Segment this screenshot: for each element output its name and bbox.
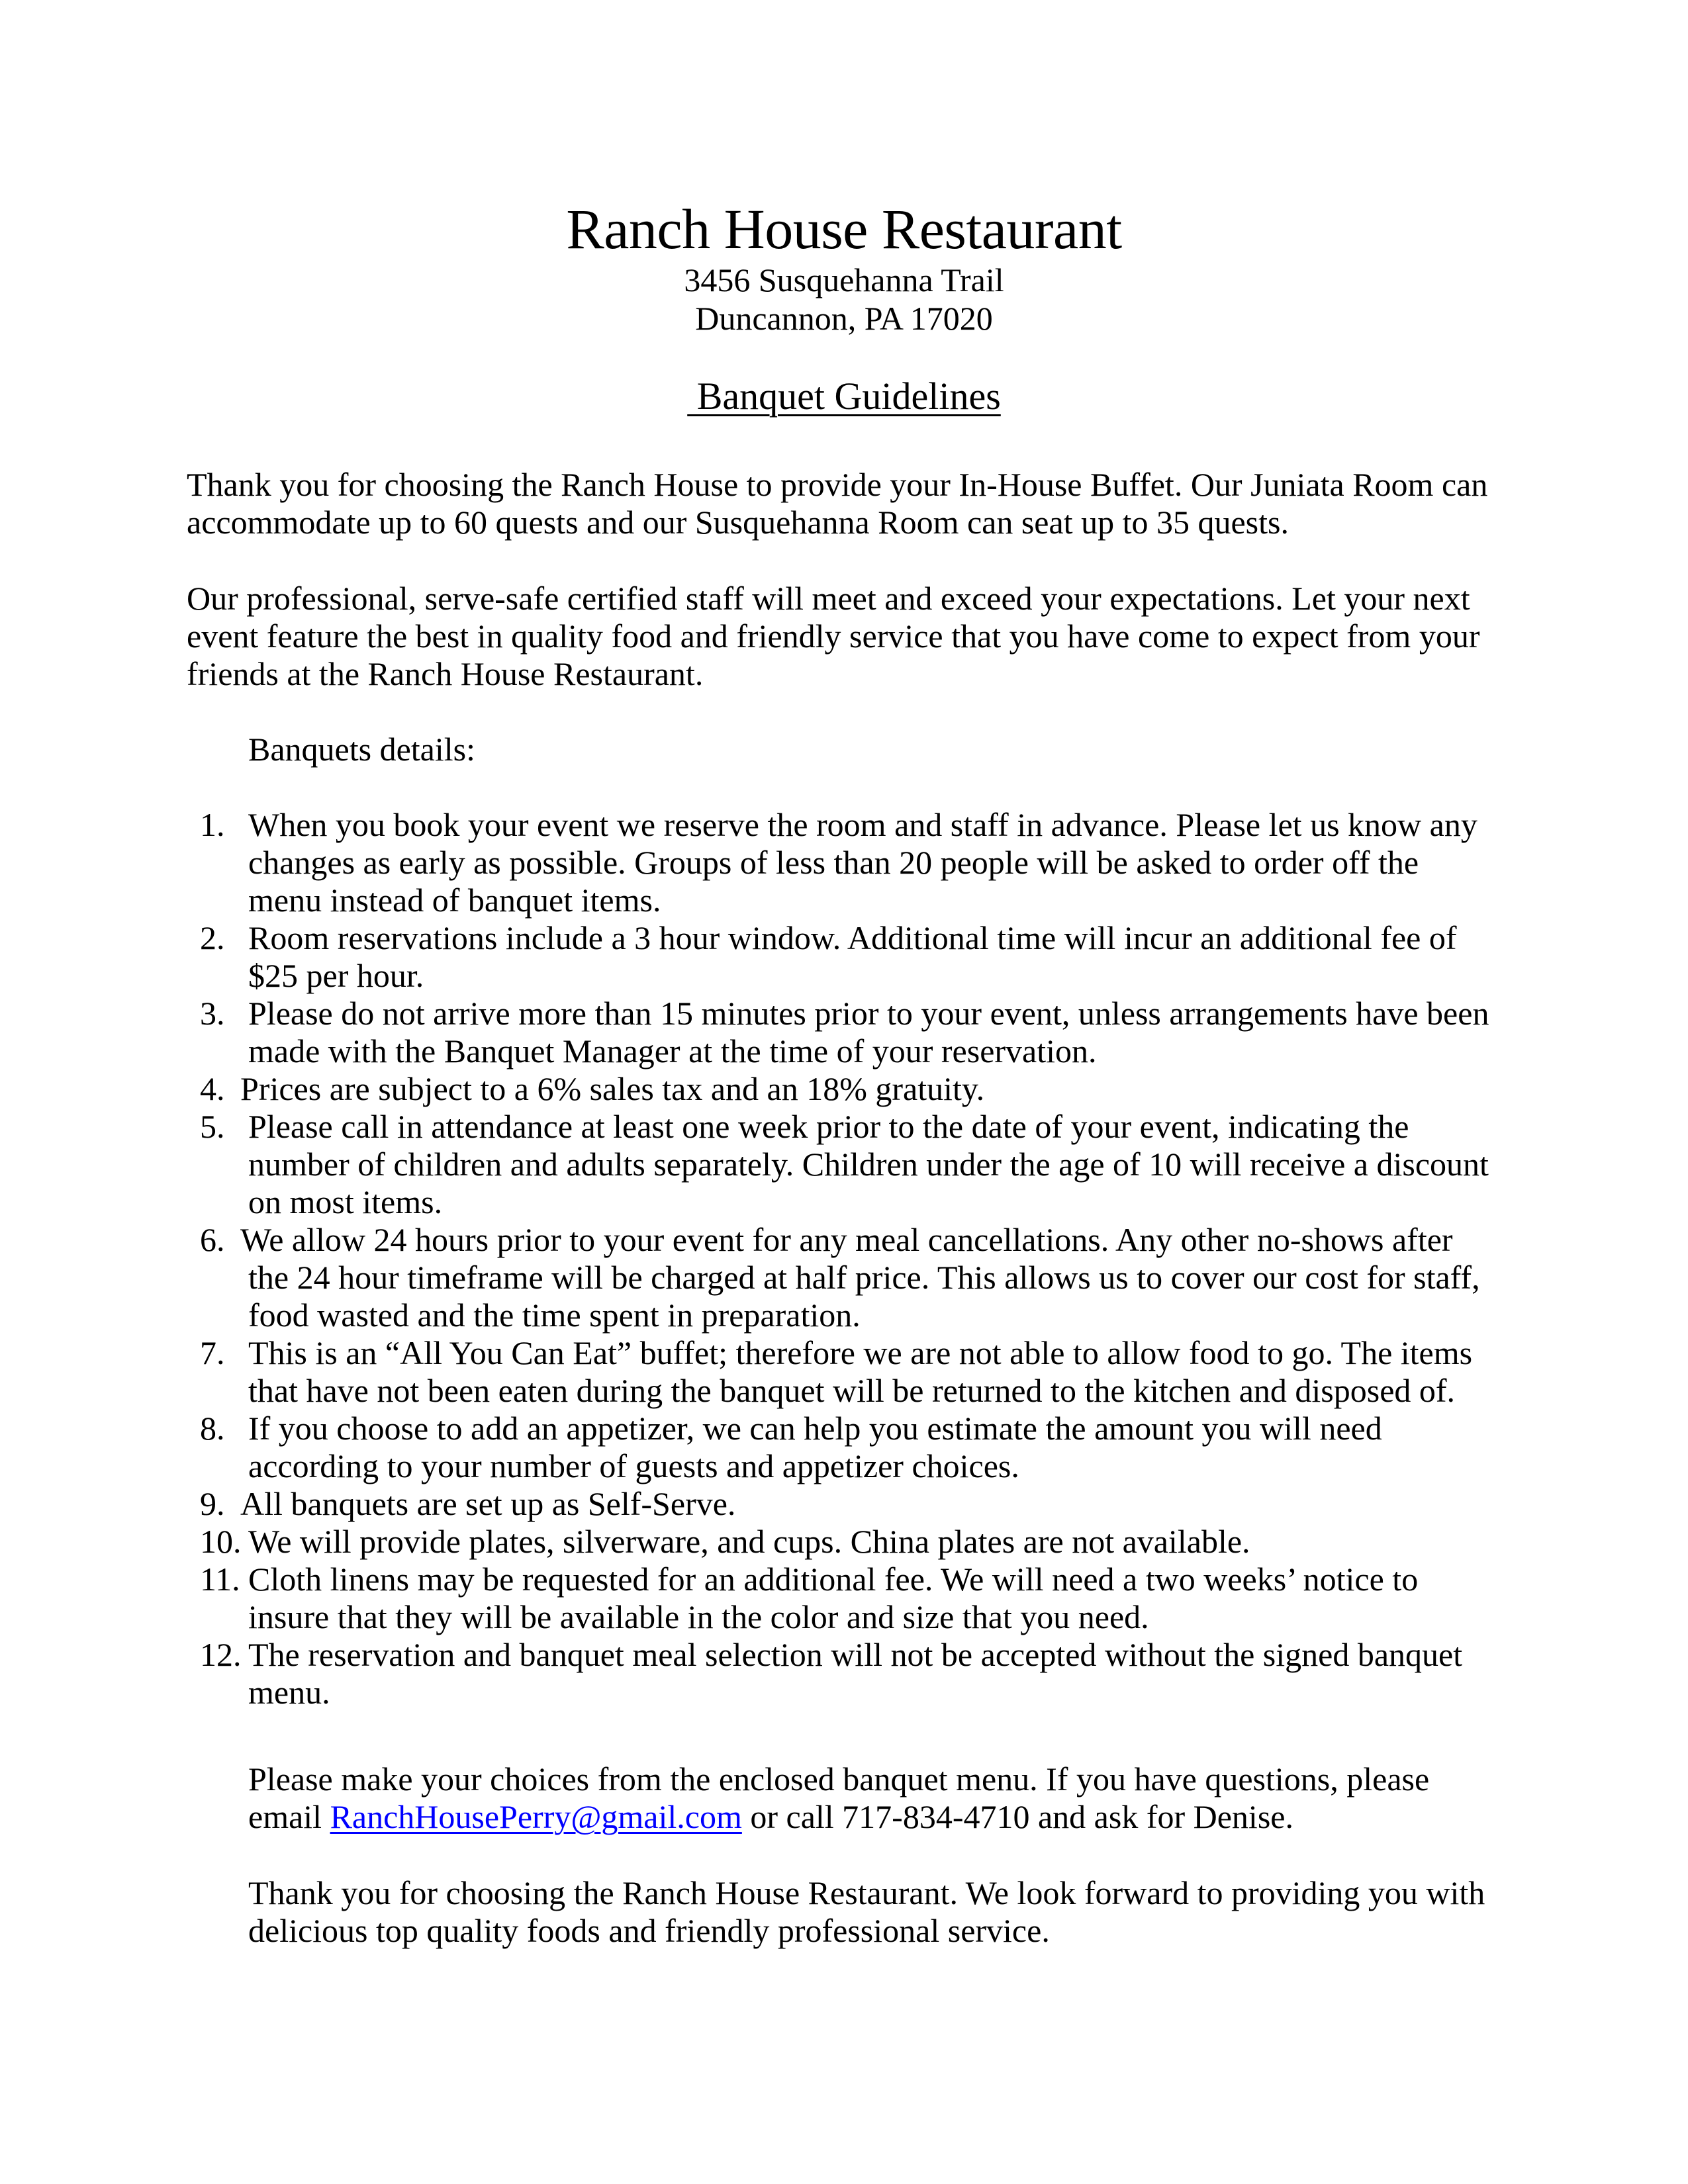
list-item-number: 9. [200,1485,225,1522]
list-item-number: 7. [200,1334,225,1371]
list-item [0,1561,1493,1636]
list-item-text: The reservation and banquet meal selection will not be accepted without the signed banquet menu. [248,1636,1463,1711]
list-item-number: 10. [200,1523,242,1560]
list-item-text: All banquets are set up as Self-Serve. [240,1485,736,1522]
email-link[interactable]: RanchHousePerry@gmail.com [330,1798,742,1835]
list-item-text-first-line: We allow 24 hours prior to your event for any meal cancellations. Any other no-shows after [240,1221,1453,1258]
list-item-number: 3. [200,995,225,1032]
list-item [0,1221,1493,1334]
list-item [0,1485,1493,1523]
contact-paragraph [248,1760,1506,1836]
list-item [0,1636,1493,1711]
list-item [0,919,1493,995]
list-item-number: 12. [200,1636,242,1673]
list-item [0,1108,1493,1221]
intro-paragraph-staff: Our professional, serve-safe certified staff will meet and exceed your expectations. Let your next event feature the best in quality food and friendly service that you have come to expect from your friends at the Ranch House Restaurant. [187,580,1480,692]
section-heading [0,373,1688,420]
page-title: Ranch House Restaurant [566,197,1122,261]
list-item [0,1070,1493,1108]
list-item-text: When you book your event we reserve the room and staff in advance. Please let us know any changes as early as possible. Groups of less than 20 people will be asked to order off the menu instead of banquet items. [248,806,1477,919]
address-street: 3456 Susquehanna Trail [684,261,1004,298]
thank-you-paragraph: Thank you for choosing the Ranch House Restaurant. We look forward to providing you with delicious top quality foods and friendly professional service. [248,1874,1485,1949]
list-item [0,995,1493,1070]
section-heading-text: Banquet Guidelines [687,375,1001,418]
list-item [0,1334,1493,1410]
list-item-number: 11. [200,1561,240,1598]
guidelines-list [0,806,1688,1711]
list-item-number: 6. [200,1221,225,1258]
list-item-text-continued: the 24 hour timeframe will be charged at half price. This allows us to cover our cost for staff, food wasted and the time spent in preparation. [248,1259,1480,1334]
address-city: Duncannon, PA 17020 [695,300,993,337]
list-item-text: If you choose to add an appetizer, we can help you estimate the amount you will need according to your number of guests and appetizer choices. [248,1410,1382,1484]
list-item-text: Prices are subject to a 6% sales tax and an 18% gratuity. [240,1070,985,1107]
list-item [0,1523,1493,1561]
list-item-number: 8. [200,1410,225,1447]
list-item-number: 2. [200,919,225,956]
contact-text-prefix: Please make your choices from the enclosed banquet menu. If you have questions, please email [248,1760,1430,1835]
list-item-text: Room reservations include a 3 hour window. Additional time will incur an additional fee of $25 per hour. [248,919,1457,994]
list-item [0,806,1493,919]
list-item-text: This is an “All You Can Eat” buffet; therefore we are not able to allow food to go. The items that have not been eaten during the banquet will be returned to the kitchen and disposed of. [248,1334,1473,1409]
list-item-number: 4. [200,1070,225,1107]
details-label: Banquets details: [248,731,475,768]
list-item-text: Please do not arrive more than 15 minutes prior to your event, unless arrangements have been made with the Banquet Manager at the time of your reservation. [248,995,1489,1069]
intro-paragraph-rooms: Thank you for choosing the Ranch House to provide your In-House Buffet. Our Juniata Room can accommodate up to 60 quests and our Susquehanna Room can seat up to 35 quests. [187,466,1488,541]
list-item [0,1410,1493,1485]
list-item-text: Cloth linens may be requested for an additional fee. We will need a two weeks’ notice to insure that they will be available in the color and size that you need. [248,1561,1419,1635]
list-item-text: Please call in attendance at least one week prior to the date of your event, indicating the number of children and adults separately. Children under the age of 10 will receive a discount on most items. [248,1108,1489,1220]
contact-text-suffix: or call 717-834-4710 and ask for Denise. [741,1798,1293,1835]
list-item-number: 1. [200,806,225,843]
list-item-text: We will provide plates, silverware, and cups. China plates are not available. [248,1523,1250,1560]
list-item-number: 5. [200,1108,225,1145]
